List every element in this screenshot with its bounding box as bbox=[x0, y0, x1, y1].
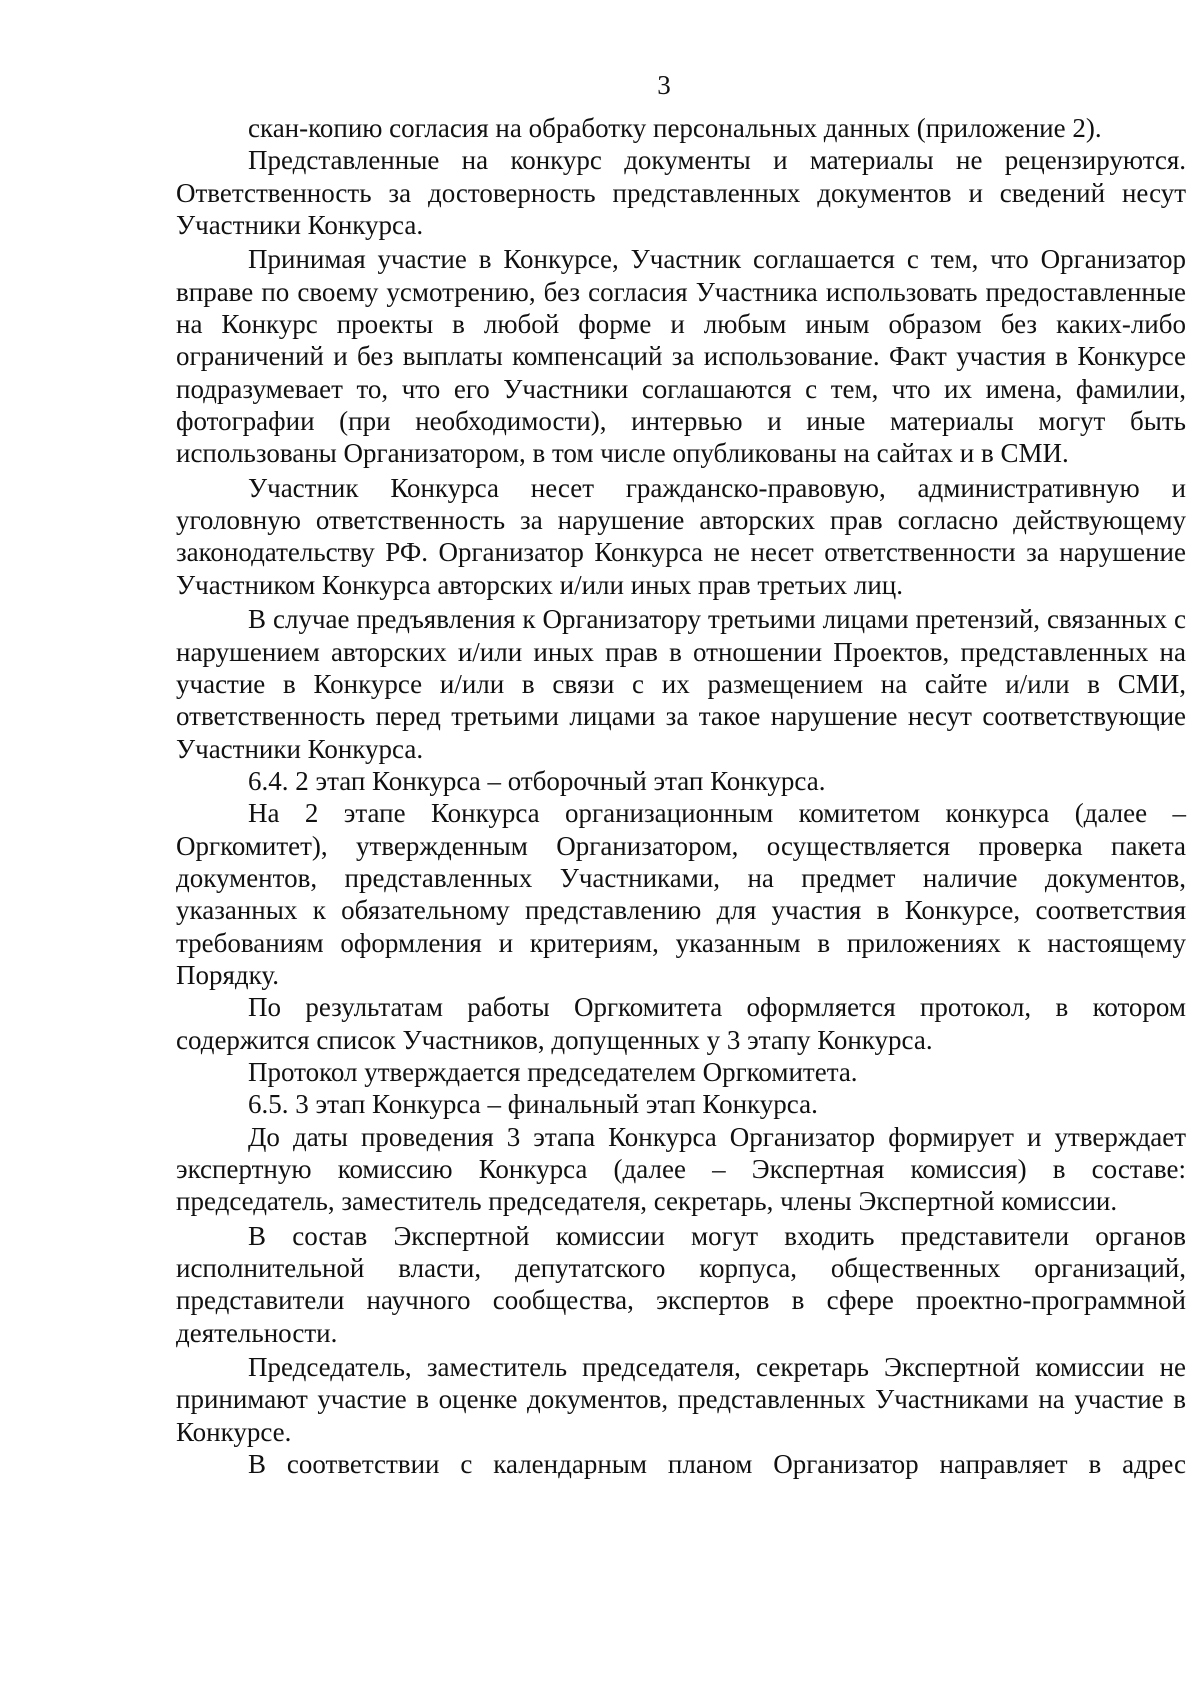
page-number: 3 bbox=[657, 70, 671, 100]
paragraph-documents-not-reviewed: Представленные на конкурс документы и материалы не рецензируются. Ответственность за достоверность представленных документов и сведений несут Участники Конкурса. bbox=[176, 145, 1186, 241]
paragraph-stage-2-review: На 2 этапе Конкурса организационным комитетом конкурса (далее – Оргкомитет), утвержденным Организатором, осуществляется проверка пакета документов, представленных Участниками, на предмет наличие документов, указанных к обязательному представлению для участия в Конкурсе, соответствия требованиям оформления и критериям, указанным в приложениях к настоящему Порядку. bbox=[176, 798, 1186, 990]
paragraph-third-party-claims: В случае предъявления к Организатору третьими лицами претензий, связанных с нарушением авторских и/или иных прав в отношении Проектов, представленных на участие в Конкурсе и/или в связи с их размещением на сайте и/или в СМИ, ответственность перед третьими лицами за такое нарушение несут соответствующие Участники Конкурса. bbox=[176, 604, 1186, 764]
paragraph-protocol-approval: Протокол утверждается председателем Оргкомитета. bbox=[248, 1056, 858, 1087]
paragraph-orgcommittee-protocol: По результатам работы Оргкомитета оформляется протокол, в котором содержится список Участников, допущенных у 3 этапу Конкурса. bbox=[176, 992, 1186, 1055]
document-body bbox=[176, 112, 1186, 1480]
paragraph-consent-scan: скан-копию согласия на обработку персональных данных (приложение 2). bbox=[248, 113, 1102, 143]
paragraph-participation-rights: Принимая участие в Конкурсе, Участник соглашается с тем, что Организатор вправе по своему усмотрению, без согласия Участника использовать предоставленные на Конкурс проекты в любой форме и любым иным образом без каких-либо ограничений и без выплаты компенсаций за использование. Факт участия в Конкурсе подразумевает то, что его Участники соглашаются с тем, что их имена, фамилии, фотографии (при необходимости), интервью и иные материалы могут быть использованы Организатором, в том числе опубликованы на сайтах и в СМИ. bbox=[176, 244, 1186, 469]
section-6-4-heading: 6.4. 2 этап Конкурса – отборочный этап Конкурса. bbox=[248, 765, 826, 796]
section-6-5-heading: 6.5. 3 этап Конкурса – финальный этап Конкурса. bbox=[248, 1089, 818, 1120]
paragraph-chair-not-evaluating: Председатель, заместитель председателя, секретарь Экспертной комиссии не принимают участие в оценке документов, представленных Участниками на участие в Конкурсе. bbox=[176, 1352, 1186, 1447]
paragraph-participant-liability: Участник Конкурса несет гражданско-правовую, административную и уголовную ответственность за нарушение авторских прав согласно действующему законодательству РФ. Организатор Конкурса не несет ответственности за нарушение Участником Конкурса авторских и/или иных прав третьих лиц. bbox=[176, 472, 1186, 600]
paragraph-calendar-plan: В соответствии с календарным планом Организатор направляет в адрес bbox=[248, 1449, 1186, 1480]
paragraph-commission-composition: В состав Экспертной комиссии могут входить представители органов исполнительной власти, депутатского корпуса, общественных организаций, представители научного сообщества, экспертов в сфере проектно-программной деятельности. bbox=[176, 1220, 1186, 1348]
paragraph-expert-commission: До даты проведения 3 этапа Конкурса Организатор формирует и утверждает экспертную комиссию Конкурса (далее – Экспертная комиссия) в составе: председатель, заместитель председателя, секретарь, члены Экспертной комиссии. bbox=[176, 1121, 1186, 1217]
